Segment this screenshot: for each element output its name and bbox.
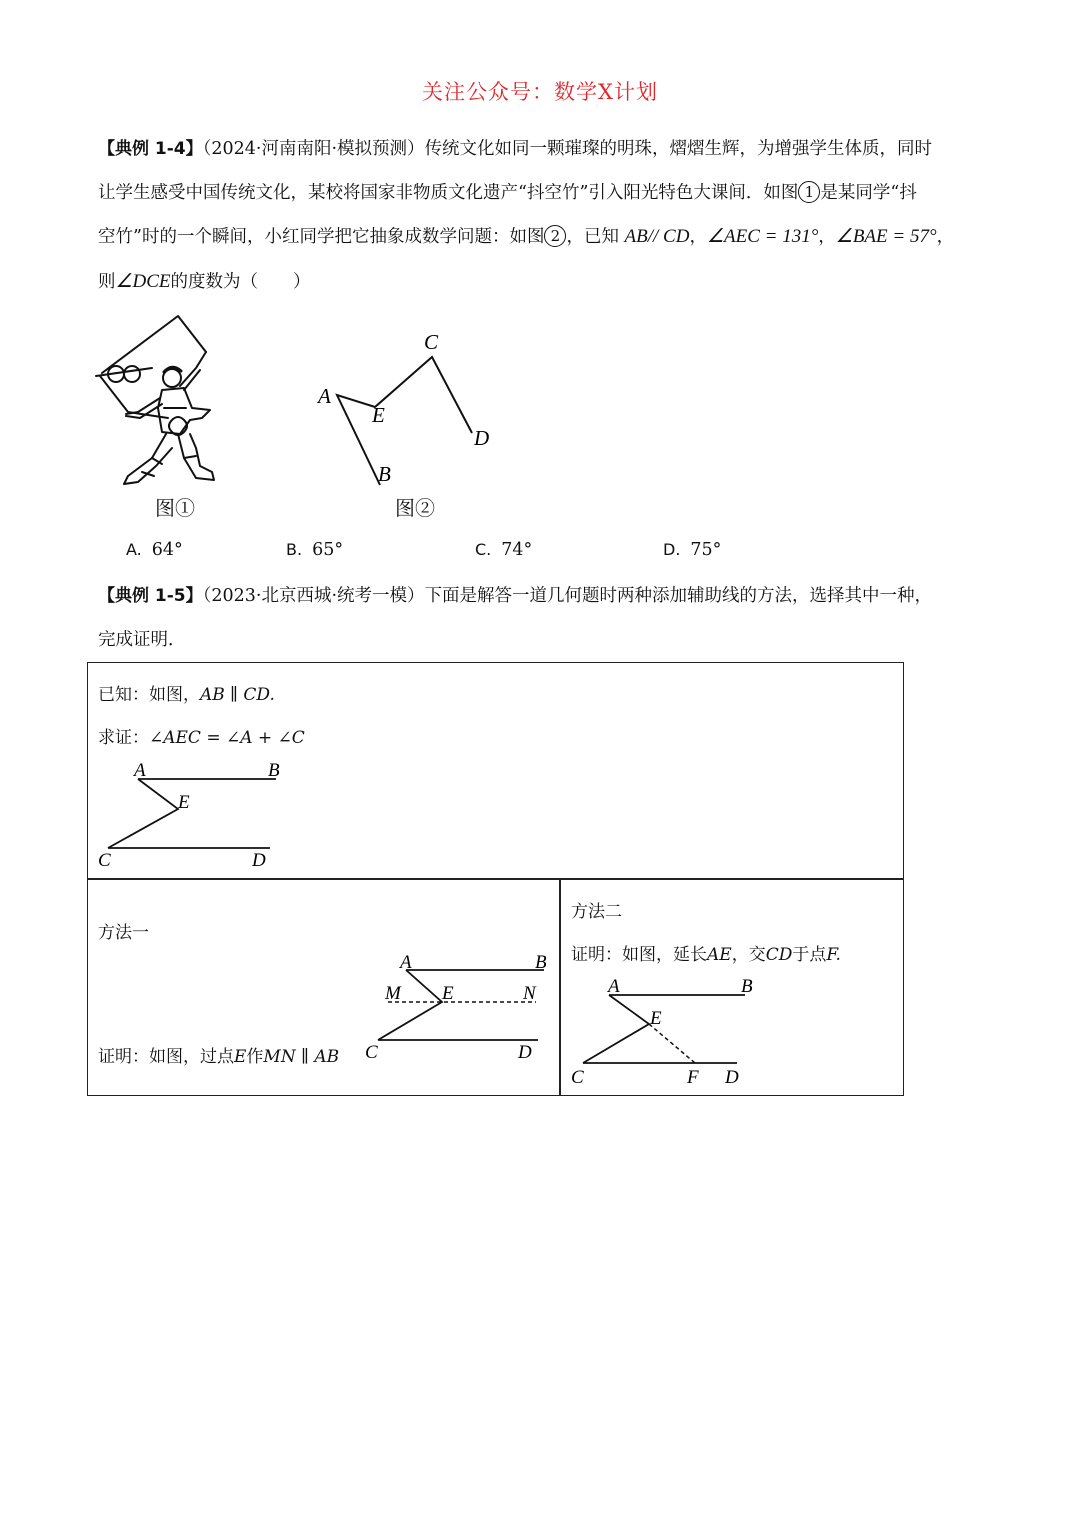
- ex1-line3b: ，已知: [566, 227, 619, 247]
- prove-line: [98, 723, 305, 748]
- ae-extension-dashed: [649, 1024, 695, 1063]
- top-fig-d: D: [252, 850, 266, 871]
- m2-proof-f: F.: [826, 945, 841, 965]
- option-d-letter: D.: [663, 540, 681, 559]
- m1-fig-m: M: [385, 983, 401, 1004]
- method2-title: 方法二: [571, 902, 622, 922]
- top-fig-a: A: [134, 760, 146, 781]
- ex1-line3: [98, 215, 988, 260]
- ex1-line4b: 的度数为（ ）: [170, 271, 311, 292]
- m1-fig-d: D: [518, 1042, 532, 1063]
- ex1-line1-text: 传统文化如同一颗璀璨的明珠，熠熠生辉，为增强学生体质，同时: [424, 139, 933, 159]
- m2-proof-prefix: 证明：如图，延长: [571, 945, 707, 965]
- ex1-line4: [98, 260, 988, 305]
- fig2-label-e: E: [372, 403, 385, 427]
- fig2-label-a: A: [318, 384, 331, 408]
- m1-proof-mid: 作: [246, 1047, 264, 1067]
- ex1-source: （2024·河南南阳·模拟预测）: [202, 139, 425, 159]
- top-fig-c: C: [98, 850, 111, 871]
- ex1-line2a: 让学生感受中国传统文化，某校将国家非物质文化遗产“抖空竹”引入阳光特色大课间．如图: [98, 182, 799, 203]
- top-fig-b: B: [268, 760, 280, 781]
- m2-proof-cd: CD: [765, 945, 793, 965]
- fig2-polyline: [337, 357, 472, 485]
- example-1-5-text: [98, 575, 988, 662]
- m2-fig-b: B: [741, 976, 753, 997]
- m2-fig-f: F: [687, 1067, 699, 1088]
- sep3: ，: [936, 227, 955, 247]
- known-figure: [92, 755, 292, 875]
- sep2: ，: [818, 227, 836, 247]
- option-a-letter: A.: [126, 540, 142, 559]
- option-c-letter: C.: [475, 540, 492, 559]
- m1-fig-b: B: [535, 952, 547, 973]
- ex1-line2b: 是某同学“抖: [820, 182, 917, 203]
- fig2-label-d: D: [474, 426, 490, 450]
- m2-fig-c: C: [571, 1067, 584, 1088]
- circle-1: 1: [798, 181, 820, 203]
- known-math: AB ∥ CD.: [200, 685, 275, 705]
- ex1-line4a: 则: [98, 271, 116, 292]
- option-d: [663, 540, 721, 560]
- circle-2: 2: [544, 225, 566, 247]
- m2-proof-mid: ，交: [731, 945, 766, 965]
- m2-fig-d: D: [725, 1067, 739, 1088]
- method2-proof: [571, 940, 841, 965]
- m2-proof-mid2: 于点: [792, 945, 827, 965]
- option-d-value: 75°: [690, 540, 722, 560]
- known-line: [98, 680, 275, 705]
- angle-dce: ∠DCE: [115, 270, 171, 292]
- option-a-value: 64°: [151, 540, 183, 560]
- m1-fig-a: A: [400, 952, 412, 973]
- fig2-geometry: [310, 325, 510, 490]
- ex2-source: （2023·北京西城·统考一模）: [202, 586, 425, 606]
- diabolo-string-top: [102, 316, 206, 373]
- option-c-value: 74°: [501, 540, 533, 560]
- fig2-label-c: C: [424, 330, 439, 354]
- method1-proof: [98, 1042, 339, 1067]
- method1-figure: [360, 945, 560, 1070]
- m1-fig-e: E: [442, 983, 454, 1004]
- top-fig-e: E: [178, 792, 190, 813]
- ex1-line3a: 空竹”时的一个瞬间，小红同学把它抽象成数学问题：如图: [98, 227, 545, 247]
- known-prefix: 已知：如图，: [98, 685, 200, 705]
- ex1-line2: [98, 172, 988, 216]
- method2-figure: [565, 970, 765, 1090]
- ex2-label: 【典例 1-5】: [98, 586, 203, 606]
- m2-proof-ae: AE: [707, 945, 732, 965]
- prove-prefix: 求证：: [98, 728, 149, 748]
- diabolo-right: [124, 366, 140, 382]
- fig2-label-b: B: [378, 462, 391, 486]
- example-1-4-text: [98, 128, 988, 304]
- sep1: ，: [689, 227, 707, 247]
- fig1-caption: 图①: [155, 496, 195, 520]
- ex1-line1: [98, 128, 988, 172]
- option-a: [126, 540, 183, 560]
- m1-fig-n: N: [523, 983, 536, 1004]
- method1-title: 方法一: [98, 923, 149, 943]
- cond-parallel: AB// CD: [624, 226, 690, 247]
- m2-fig-e: E: [650, 1008, 662, 1029]
- option-c: [475, 540, 532, 560]
- m1-proof-e: E: [234, 1047, 247, 1067]
- m1-proof-math: MN ∥ AB: [263, 1047, 340, 1067]
- diabolo-player-illustration: [92, 308, 232, 493]
- option-b-letter: B.: [286, 540, 303, 559]
- m2-fig-a: A: [608, 976, 620, 997]
- page-header: 关注公众号：数学X计划: [422, 80, 658, 104]
- ex2-line1-text: 下面是解答一道几何题时两种添加辅助线的方法，选择其中一种，: [424, 586, 933, 606]
- ex2-line2: 完成证明．: [98, 629, 186, 650]
- fig2-caption: 图②: [395, 496, 435, 520]
- m1-proof-prefix: 证明：如图，过点: [98, 1047, 234, 1067]
- m1-fig-c: C: [365, 1042, 378, 1063]
- ex2-line1: [98, 575, 988, 619]
- option-b-value: 65°: [312, 540, 344, 560]
- ex1-label: 【典例 1-4】: [98, 139, 203, 159]
- table-divider-horizontal: [87, 878, 904, 880]
- prove-math: ∠AEC = ∠A + ∠C: [149, 728, 305, 748]
- option-b: [286, 540, 343, 560]
- cond-angle-bae: ∠BAE = 57°: [835, 226, 937, 247]
- cond-angle-aec: ∠AEC = 131°: [706, 226, 819, 247]
